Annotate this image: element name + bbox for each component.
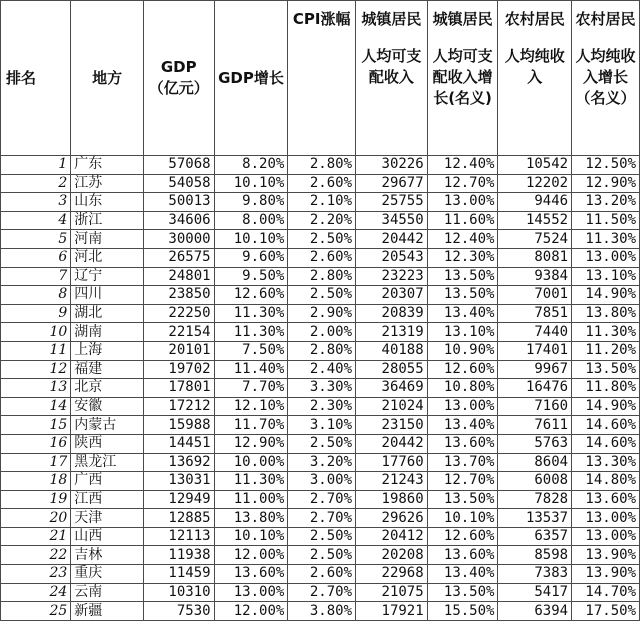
gdp-cell: 12113 (143, 527, 214, 546)
header-rural-income-growth (572, 1, 640, 156)
rank-cell: 15 (1, 416, 71, 435)
gdp-growth-cell: 9.50% (214, 267, 288, 286)
header-gdp (143, 1, 214, 156)
region-cell: 内蒙古 (71, 416, 144, 435)
gdp-cell: 12949 (143, 490, 214, 509)
rank-cell: 23 (1, 565, 71, 584)
cpi-cell: 2.90% (288, 304, 356, 323)
rural-income-cell: 14552 (498, 211, 572, 230)
urban-income-cell: 23150 (356, 416, 428, 435)
cpi-cell: 2.50% (288, 286, 356, 305)
gdp-growth-cell: 12.90% (214, 434, 288, 453)
table-row (1, 156, 640, 175)
rank-cell: 3 (1, 193, 71, 212)
gdp-cell: 22154 (143, 323, 214, 342)
rural-income-cell: 13537 (498, 509, 572, 528)
cpi-cell: 2.30% (288, 397, 356, 416)
gdp-growth-cell: 9.80% (214, 193, 288, 212)
gdp-growth-cell: 12.00% (214, 602, 288, 621)
rank-cell: 18 (1, 472, 71, 491)
rural-growth-cell: 11.50% (572, 211, 640, 230)
gdp-cell: 34606 (143, 211, 214, 230)
urban-income-cell: 20839 (356, 304, 428, 323)
rural-growth-cell: 14.80% (572, 472, 640, 491)
rural-growth-cell: 13.90% (572, 546, 640, 565)
urban-income-cell: 25755 (356, 193, 428, 212)
region-cell: 陕西 (71, 434, 144, 453)
rural-income-cell: 5417 (498, 583, 572, 602)
urban-growth-cell: 12.30% (427, 248, 498, 267)
region-cell: 辽宁 (71, 267, 144, 286)
cpi-cell: 2.60% (288, 565, 356, 584)
region-cell: 新疆 (71, 602, 144, 621)
region-cell: 广西 (71, 472, 144, 491)
region-cell: 黑龙江 (71, 453, 144, 472)
table-row (1, 267, 640, 286)
table-row (1, 379, 640, 398)
urban-growth-cell: 15.50% (427, 602, 498, 621)
header-gdp-growth (214, 1, 288, 156)
urban-income-cell: 20543 (356, 248, 428, 267)
cpi-cell: 2.80% (288, 267, 356, 286)
gdp-cell: 10310 (143, 583, 214, 602)
rural-growth-cell: 13.10% (572, 267, 640, 286)
gdp-cell: 30000 (143, 230, 214, 249)
rural-income-cell: 5763 (498, 434, 572, 453)
gdp-growth-cell: 10.10% (214, 174, 288, 193)
header-rural-growth-top: 农村居民 (575, 10, 636, 28)
rural-growth-cell: 13.20% (572, 193, 640, 212)
region-cell: 广东 (71, 156, 144, 175)
gdp-growth-cell: 11.30% (214, 323, 288, 342)
gdp-cell: 19702 (143, 360, 214, 379)
rural-income-cell: 7851 (498, 304, 572, 323)
table-row (1, 341, 640, 360)
rural-growth-cell: 11.30% (572, 323, 640, 342)
rank-cell: 16 (1, 434, 71, 453)
rank-cell: 8 (1, 286, 71, 305)
cpi-cell: 2.70% (288, 583, 356, 602)
header-urban-growth-top: 城镇居民 (432, 10, 493, 28)
region-cell: 湖北 (71, 304, 144, 323)
rural-income-cell: 8081 (498, 248, 572, 267)
rural-income-cell: 17401 (498, 341, 572, 360)
rural-growth-cell: 13.90% (572, 565, 640, 584)
header-region (71, 1, 144, 156)
gdp-growth-cell: 11.30% (214, 304, 288, 323)
gdp-cell: 12885 (143, 509, 214, 528)
cpi-cell: 2.80% (288, 156, 356, 175)
gdp-cell: 14451 (143, 434, 214, 453)
gdp-cell: 13692 (143, 453, 214, 472)
rural-growth-cell: 13.50% (572, 360, 640, 379)
urban-income-cell: 19860 (356, 490, 428, 509)
cpi-cell: 3.80% (288, 602, 356, 621)
cpi-cell: 2.60% (288, 248, 356, 267)
rank-cell: 24 (1, 583, 71, 602)
rural-growth-cell: 11.30% (572, 230, 640, 249)
gdp-growth-cell: 13.00% (214, 583, 288, 602)
rural-income-cell: 10542 (498, 156, 572, 175)
gdp-cell: 20101 (143, 341, 214, 360)
urban-growth-cell: 12.70% (427, 174, 498, 193)
header-region-label: 地方 (92, 68, 123, 87)
rank-cell: 1 (1, 156, 71, 175)
region-cell: 云南 (71, 583, 144, 602)
rank-cell: 22 (1, 546, 71, 565)
urban-income-cell: 36469 (356, 379, 428, 398)
urban-growth-cell: 13.00% (427, 193, 498, 212)
rural-income-cell: 7611 (498, 416, 572, 435)
cpi-cell: 2.50% (288, 546, 356, 565)
rural-income-cell: 6357 (498, 527, 572, 546)
rural-growth-cell: 13.60% (572, 490, 640, 509)
urban-income-cell: 20442 (356, 230, 428, 249)
rural-growth-cell: 17.50% (572, 602, 640, 621)
urban-growth-cell: 13.50% (427, 267, 498, 286)
rank-cell: 5 (1, 230, 71, 249)
rural-income-cell: 9446 (498, 193, 572, 212)
rural-growth-cell: 13.00% (572, 509, 640, 528)
table-row (1, 490, 640, 509)
header-gdp-label: GDP（亿元） (148, 58, 209, 97)
urban-growth-cell: 13.10% (427, 323, 498, 342)
header-rural-income (498, 1, 572, 156)
region-cell: 四川 (71, 286, 144, 305)
urban-income-cell: 21024 (356, 397, 428, 416)
cpi-cell: 2.50% (288, 434, 356, 453)
gdp-growth-cell: 10.10% (214, 527, 288, 546)
urban-growth-cell: 13.50% (427, 490, 498, 509)
rural-growth-cell: 14.70% (572, 583, 640, 602)
gdp-growth-cell: 7.50% (214, 341, 288, 360)
rural-income-cell: 12202 (498, 174, 572, 193)
header-urban-growth-label: 人均可支配收入增长(名义) (432, 47, 493, 107)
gdp-cell: 15988 (143, 416, 214, 435)
rural-growth-cell: 14.60% (572, 434, 640, 453)
urban-growth-cell: 12.60% (427, 360, 498, 379)
gdp-cell: 22250 (143, 304, 214, 323)
table-row (1, 211, 640, 230)
cpi-cell: 3.30% (288, 379, 356, 398)
gdp-cell: 11459 (143, 565, 214, 584)
urban-income-cell: 30226 (356, 156, 428, 175)
urban-growth-cell: 12.40% (427, 156, 498, 175)
urban-income-cell: 21075 (356, 583, 428, 602)
table-row (1, 193, 640, 212)
urban-growth-cell: 13.60% (427, 434, 498, 453)
urban-income-cell: 20307 (356, 286, 428, 305)
gdp-cell: 24801 (143, 267, 214, 286)
cpi-cell: 2.70% (288, 509, 356, 528)
region-cell: 上海 (71, 341, 144, 360)
rural-growth-cell: 13.80% (572, 304, 640, 323)
gdp-cell: 23850 (143, 286, 214, 305)
rank-cell: 2 (1, 174, 71, 193)
rank-cell: 10 (1, 323, 71, 342)
table-row (1, 434, 640, 453)
urban-growth-cell: 11.60% (427, 211, 498, 230)
cpi-cell: 2.00% (288, 323, 356, 342)
gdp-growth-cell: 12.60% (214, 286, 288, 305)
region-cell: 江苏 (71, 174, 144, 193)
rural-income-cell: 8604 (498, 453, 572, 472)
urban-income-cell: 40188 (356, 341, 428, 360)
gdp-growth-cell: 13.80% (214, 509, 288, 528)
table-row (1, 602, 640, 621)
table-row (1, 360, 640, 379)
region-cell: 安徽 (71, 397, 144, 416)
rank-cell: 9 (1, 304, 71, 323)
rural-income-cell: 9967 (498, 360, 572, 379)
table-row (1, 565, 640, 584)
rank-cell: 13 (1, 379, 71, 398)
rank-cell: 4 (1, 211, 71, 230)
rural-growth-cell: 13.00% (572, 527, 640, 546)
gdp-growth-cell: 11.70% (214, 416, 288, 435)
table-row (1, 527, 640, 546)
cpi-cell: 3.10% (288, 416, 356, 435)
gdp-growth-cell: 8.00% (214, 211, 288, 230)
rank-cell: 7 (1, 267, 71, 286)
gdp-cell: 17801 (143, 379, 214, 398)
urban-growth-cell: 13.40% (427, 304, 498, 323)
urban-income-cell: 29626 (356, 509, 428, 528)
urban-income-cell: 23223 (356, 267, 428, 286)
urban-income-cell: 17760 (356, 453, 428, 472)
rural-growth-cell: 14.90% (572, 286, 640, 305)
region-cell: 重庆 (71, 565, 144, 584)
gdp-cell: 54058 (143, 174, 214, 193)
table-row (1, 509, 640, 528)
rural-growth-cell: 14.90% (572, 397, 640, 416)
table-row (1, 397, 640, 416)
urban-income-cell: 17921 (356, 602, 428, 621)
rural-growth-cell: 12.90% (572, 174, 640, 193)
gdp-growth-cell: 11.40% (214, 360, 288, 379)
header-rural-income-label: 人均纯收入 (504, 47, 565, 86)
gdp-growth-cell: 12.00% (214, 546, 288, 565)
cpi-cell: 2.40% (288, 360, 356, 379)
rank-cell: 19 (1, 490, 71, 509)
cpi-cell: 2.50% (288, 230, 356, 249)
cpi-cell: 3.00% (288, 472, 356, 491)
gdp-cell: 13031 (143, 472, 214, 491)
header-row (1, 1, 640, 156)
region-cell: 河南 (71, 230, 144, 249)
urban-growth-cell: 10.80% (427, 379, 498, 398)
gdp-cell: 17212 (143, 397, 214, 416)
cpi-cell: 2.70% (288, 490, 356, 509)
table-row (1, 453, 640, 472)
region-cell: 北京 (71, 379, 144, 398)
region-cell: 湖南 (71, 323, 144, 342)
table-row (1, 546, 640, 565)
rural-growth-cell: 13.30% (572, 453, 640, 472)
urban-income-cell: 20208 (356, 546, 428, 565)
rural-income-cell: 7828 (498, 490, 572, 509)
rural-income-cell: 8598 (498, 546, 572, 565)
rural-income-cell: 7001 (498, 286, 572, 305)
header-urban-income-label: 人均可支配收入 (361, 47, 422, 86)
urban-income-cell: 28055 (356, 360, 428, 379)
region-cell: 福建 (71, 360, 144, 379)
header-gdp-growth-label: GDP增长 (218, 68, 284, 87)
rural-income-cell: 7524 (498, 230, 572, 249)
header-rural-growth-label: 人均纯收入增长（名义） (575, 47, 636, 107)
rank-cell: 12 (1, 360, 71, 379)
urban-growth-cell: 13.70% (427, 453, 498, 472)
table-row (1, 323, 640, 342)
urban-growth-cell: 13.40% (427, 416, 498, 435)
rural-growth-cell: 13.00% (572, 248, 640, 267)
header-cpi (288, 1, 356, 156)
header-rural-income-top: 农村居民 (504, 10, 565, 28)
urban-growth-cell: 13.00% (427, 397, 498, 416)
region-cell: 浙江 (71, 211, 144, 230)
rural-income-cell: 6394 (498, 602, 572, 621)
header-urban-income (356, 1, 428, 156)
region-cell: 吉林 (71, 546, 144, 565)
rank-cell: 6 (1, 248, 71, 267)
urban-income-cell: 20412 (356, 527, 428, 546)
rural-income-cell: 6008 (498, 472, 572, 491)
gdp-cell: 11938 (143, 546, 214, 565)
rural-income-cell: 7160 (498, 397, 572, 416)
urban-growth-cell: 13.50% (427, 583, 498, 602)
cpi-cell: 2.80% (288, 341, 356, 360)
table-row (1, 286, 640, 305)
gdp-growth-cell: 13.60% (214, 565, 288, 584)
cpi-cell: 2.60% (288, 174, 356, 193)
rank-cell: 17 (1, 453, 71, 472)
rank-cell: 25 (1, 602, 71, 621)
header-urban-income-growth (427, 1, 498, 156)
rural-income-cell: 7440 (498, 323, 572, 342)
gdp-growth-cell: 10.00% (214, 453, 288, 472)
urban-growth-cell: 13.40% (427, 565, 498, 584)
gdp-growth-cell: 8.20% (214, 156, 288, 175)
urban-income-cell: 21243 (356, 472, 428, 491)
gdp-cell: 50013 (143, 193, 214, 212)
urban-growth-cell: 10.10% (427, 509, 498, 528)
rank-cell: 21 (1, 527, 71, 546)
urban-growth-cell: 12.60% (427, 527, 498, 546)
urban-income-cell: 34550 (356, 211, 428, 230)
gdp-cell: 26575 (143, 248, 214, 267)
rank-cell: 20 (1, 509, 71, 528)
gdp-growth-cell: 12.10% (214, 397, 288, 416)
gdp-cell: 7530 (143, 602, 214, 621)
header-cpi-label: CPI涨幅 (292, 10, 351, 28)
cpi-cell: 2.10% (288, 193, 356, 212)
header-rank-label: 排名 (6, 68, 37, 87)
urban-income-cell: 29677 (356, 174, 428, 193)
rank-cell: 11 (1, 341, 71, 360)
gdp-growth-cell: 10.10% (214, 230, 288, 249)
rural-income-cell: 16476 (498, 379, 572, 398)
table-row (1, 230, 640, 249)
rural-growth-cell: 11.20% (572, 341, 640, 360)
urban-growth-cell: 12.70% (427, 472, 498, 491)
region-cell: 河北 (71, 248, 144, 267)
rank-cell: 14 (1, 397, 71, 416)
region-cell: 江西 (71, 490, 144, 509)
table-row (1, 248, 640, 267)
header-urban-income-top: 城镇居民 (361, 10, 422, 28)
table-row (1, 472, 640, 491)
region-cell: 天津 (71, 509, 144, 528)
cpi-cell: 2.50% (288, 527, 356, 546)
cpi-cell: 3.20% (288, 453, 356, 472)
header-rank (1, 1, 71, 156)
urban-income-cell: 22968 (356, 565, 428, 584)
rural-income-cell: 9384 (498, 267, 572, 286)
gdp-growth-cell: 11.00% (214, 490, 288, 509)
rural-growth-cell: 11.80% (572, 379, 640, 398)
region-cell: 山西 (71, 527, 144, 546)
table-body (1, 156, 640, 621)
urban-income-cell: 21319 (356, 323, 428, 342)
gdp-growth-cell: 9.60% (214, 248, 288, 267)
table-row (1, 304, 640, 323)
urban-growth-cell: 10.90% (427, 341, 498, 360)
gdp-cell: 57068 (143, 156, 214, 175)
rural-growth-cell: 12.50% (572, 156, 640, 175)
urban-growth-cell: 12.40% (427, 230, 498, 249)
region-cell: 山东 (71, 193, 144, 212)
table-row (1, 174, 640, 193)
urban-income-cell: 20442 (356, 434, 428, 453)
rural-growth-cell: 14.60% (572, 416, 640, 435)
cpi-cell: 2.20% (288, 211, 356, 230)
rural-income-cell: 7383 (498, 565, 572, 584)
gdp-growth-cell: 7.70% (214, 379, 288, 398)
table-row (1, 416, 640, 435)
urban-growth-cell: 13.60% (427, 546, 498, 565)
urban-growth-cell: 13.50% (427, 286, 498, 305)
table-row (1, 583, 640, 602)
gdp-growth-cell: 11.30% (214, 472, 288, 491)
